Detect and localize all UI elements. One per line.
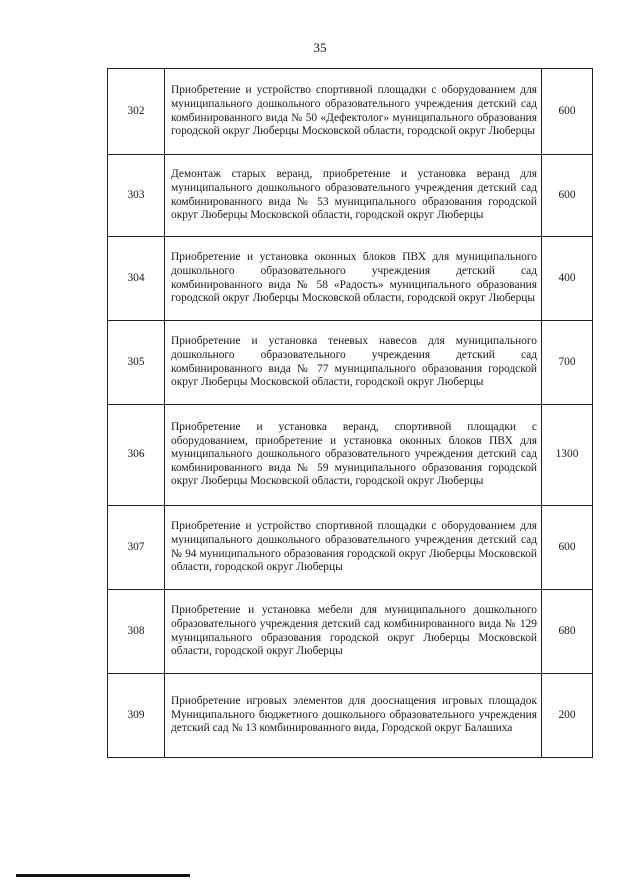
table-row: [108, 155, 593, 237]
row-amount: 1300: [542, 405, 593, 506]
table-row: [108, 674, 593, 758]
table-row: [108, 506, 593, 590]
row-description: Демонтаж старых веранд, приобретение и установка веранд для муниципального дошкольного образовательного учреждения детский сад комбинированного вида № 53 муниципального образования городской округ Люберцы Московской области, городской округ Люберцы: [165, 155, 542, 237]
row-description: Приобретение и установка теневых навесов для муниципального дошкольного образовательного учреждения детский сад комбинированного вида № 77 муниципального образования городской округ Люберцы Московской области, городской округ Люберцы: [165, 321, 542, 405]
row-number: 306: [108, 405, 165, 506]
row-number: 303: [108, 155, 165, 237]
table-row: [108, 321, 593, 405]
row-description: Приобретение и установка мебели для муниципального дошкольного образовательного учреждения детский сад комбинированного вида № 129 муниципального образования городской округ Люберцы Московской области, городской округ Люберцы: [165, 590, 542, 674]
row-description: Приобретение и установка веранд, спортивной площадки с оборудованием, приобретение и установка оконных блоков ПВХ для муниципального дошкольного образовательного учреждения детский сад комбинированного вида № 59 муниципального образования городской округ Люберцы Московской области, городской округ Люберцы: [165, 405, 542, 506]
row-number: 307: [108, 506, 165, 590]
table-row: [108, 590, 593, 674]
footer-rule: [16, 874, 190, 877]
row-number: 304: [108, 237, 165, 321]
row-description: Приобретение и установка оконных блоков ПВХ для муниципального дошкольного образовательного учреждения детский сад комбинированного вида № 58 «Радость» муниципального образования городской округ Люберцы Московской области, городской округ Люберцы: [165, 237, 542, 321]
row-amount: 600: [542, 155, 593, 237]
row-amount: 600: [542, 69, 593, 155]
row-number: 302: [108, 69, 165, 155]
row-number: 308: [108, 590, 165, 674]
row-number: 309: [108, 674, 165, 758]
row-description: Приобретение и устройство спортивной площадки с оборудованием для муниципального дошкольного образовательного учреждения детский сад № 94 муниципального образования городской округ Люберцы Московской области, городской округ Люберцы: [165, 506, 542, 590]
row-amount: 200: [542, 674, 593, 758]
row-description: Приобретение и устройство спортивной площадки с оборудованием для муниципального дошкольного образовательного учреждения детский сад комбинированного вида № 50 «Дефектолог» муниципального образования городской округ Люберцы Московской области, городской округ Люберцы: [165, 69, 542, 155]
row-amount: 600: [542, 506, 593, 590]
table-row: [108, 405, 593, 506]
table-row: [108, 237, 593, 321]
row-amount: 680: [542, 590, 593, 674]
row-amount: 700: [542, 321, 593, 405]
row-amount: 400: [542, 237, 593, 321]
row-number: 305: [108, 321, 165, 405]
row-description: Приобретение игровых элементов для дооснащения игровых площадок Муниципального бюджетного дошкольного образовательного учреждения детский сад № 13 комбинированного вида, Городской округ Балашиха: [165, 674, 542, 758]
page-number: 35: [313, 40, 327, 55]
budget-table: [107, 68, 593, 758]
table-row: [108, 69, 593, 155]
